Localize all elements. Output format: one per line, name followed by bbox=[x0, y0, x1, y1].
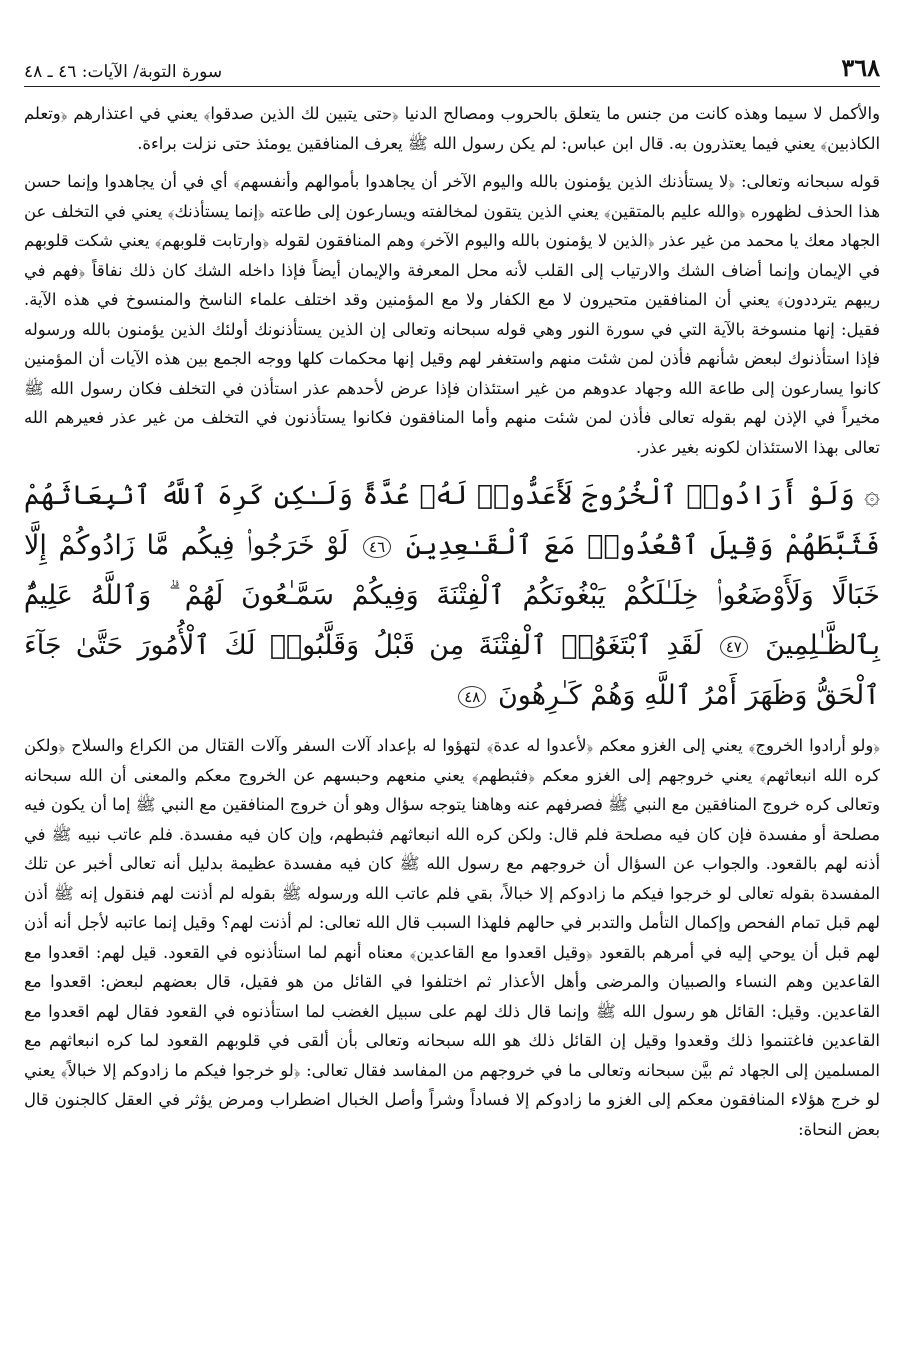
commentary-paragraph-2: قوله سبحانه وتعالى: ﴿لا يستأذنك الذين يؤمنون بالله واليوم الآخر أن يجاهدوا بأموالهم وأنفسهم﴾ أي في أن يجاهدوا وإنما حسن هذا الحذف لظهوره ﴿والله عليم بالمتقين﴾ يعني الذين يتقون لمخالفته ويسارعون إلى طاعته ﴿إنما يستأذنك﴾ يعني في التخلف عن الجهاد معك يا محمد من غير عذر ﴿الذين لا يؤمنون بالله واليوم الآخر﴾ وهم المنافقون لقوله ﴿وارتابت قلوبهم﴾ يعني شكت قلوبهم في الإيمان وإنما أضاف الشك والارتياب إلى القلب لأنه محل المعرفة والإيمان أيضاً فإذا داخله الشك كان ذلك نفاقاً ﴿فهم في ريبهم يترددون﴾ يعني أن المنافقين متحيرون لا مع الكفار ولا مع المؤمنين وقد اختلف علماء الناسخ والمنسوخ في هذه الآية. فقيل: إنها منسوخة بالآية التي في سورة النور وهي قوله سبحانه وتعالى إن الذين يستأذنونك أولئك الذين يؤمنون بالله ورسوله فإذا استأذنوك لبعض شأنهم فأذن لمن شئت منهم واستغفر لهم وقيل إنها محكمات كلها ووجه الجمع بين هذه الآيات أن المؤمنين كانوا يسارعون إلى طاعة الله وجهاد عدوهم من غير استئذان فإذا عرض لأحدهم عذر استأذن في التخلف فكان رسول الله ﷺ مخيراً في الإذن لهم بقوله تعالى فأذن لمن شئت منهم وأما المنافقون فكانوا يستأذنون في التخلف من غير عذر فعيرهم الله تعالى بهذا الاستئذان لكونه بغير عذر. bbox=[24, 172, 880, 457]
commentary-paragraph-1: والأكمل لا سيما وهذه كانت من جنس ما يتعلق بالحروب ومصالح الدنيا ﴿حتى يتبين لك الذين صدقوا﴾ يعني في اعتذارهم ﴿وتعلم الكاذبين﴾ يعني فيما يعتذرون به. قال ابن عباس: لم يكن رسول الله ﷺ يعرف المنافقين يومئذ حتى نزلت براءة. bbox=[24, 104, 880, 153]
page-header bbox=[24, 50, 880, 87]
verse-47-text: لَوْ خَرَجُوا۟ فِيكُم مَّا زَادُوكُمْ إِلَّا خَبَالًا وَلَأَوْضَعُوا۟ خِلَـٰلَكُمْ يَبْغُونَكُمُ ٱلْفِتْنَةَ وَفِيكُمْ سَمَّـٰعُونَ لَهُمْ ۗ وَٱللَّهُ عَلِيمٌۢ بِٱلظَّـٰلِمِينَ bbox=[24, 530, 880, 661]
page-body bbox=[24, 99, 880, 1144]
page-number: ٣٦٨ bbox=[841, 53, 880, 82]
book-page bbox=[24, 50, 880, 1360]
running-title: سورة التوبة/ الآيات: ٤٦ ـ ٤٨ bbox=[24, 62, 223, 82]
quran-verses-block bbox=[24, 471, 880, 721]
hizb-ornament-icon: ۞ bbox=[864, 480, 880, 511]
verse-number-47: ٤٧ bbox=[720, 636, 748, 658]
verse-46-text: وَلَوْ أَرَادُوا۟ ٱلْخُرُوجَ لَأَعَدُّوا۟ لَهُۥ عُدَّةً وَلَـٰكِن كَرِهَ ٱللَّهُ ٱنۢبِعَاثَهُمْ فَثَبَّطَهُمْ وَقِيلَ ٱقْعُدُوا۟ مَعَ ٱلْقَـٰعِدِينَ bbox=[24, 480, 881, 561]
verse-48-text: لَقَدِ ٱبْتَغَوُا۟ ٱلْفِتْنَةَ مِن قَبْلُ وَقَلَّبُوا۟ لَكَ ٱلْأُمُورَ حَتَّىٰ جَآءَ ٱلْحَقُّ وَظَهَرَ أَمْرُ ٱللَّهِ وَهُمْ كَـٰرِهُونَ bbox=[24, 630, 880, 711]
verse-number-48: ٤٨ bbox=[458, 686, 486, 708]
commentary-paragraph-3: ﴿ولو أرادوا الخروج﴾ يعني إلى الغزو معكم ﴿لأعدوا له عدة﴾ لتهؤوا له بإعداد آلات السفر وآلات القتال من الكراع والسلاح ﴿ولكن كره الله انبعاثهم﴾ يعني خروجهم إلى الغزو معكم ﴿فثبطهم﴾ يعني منعهم وحبسهم عن الخروج معكم والمعنى أن الله سبحانه وتعالى كره خروج المنافقين مع النبي ﷺ فصرفهم عنه وهاهنا يتوجه سؤال وهو أن خروج المنافقين مع النبي ﷺ إما أن يكون فيه مصلحة أو مفسدة فإن كان فيه مصلحة فلم قال: ولكن كره الله انبعاثهم فثبطهم، وإن كان فيه مفسدة. فلم عاتب نبيه ﷺ في أذنه لهم بالقعود. والجواب عن السؤال أن خروجهم مع رسول الله ﷺ كان فيه مفسدة عظيمة بدليل أنه تعالى أخبر عن تلك المفسدة بقوله تعالى لو خرجوا فيكم ما زادوكم إلا خبالاً، بقي فلم عاتب الله ورسوله ﷺ بقوله لم أذنت لهم فنقول إنه ﷺ أذن لهم قبل تمام الفحص وإكمال التأمل والتدبر في حالهم فلهذا السبب قال الله تعالى: لم أذنت لهم؟ وقيل إنما عاتبه لأجل أنه أذن لهم قبل أن يوحي إليه في أمرهم بالقعود ﴿وقيل اقعدوا مع القاعدين﴾ معناه أنهم لما استأذنوه في القعود. قيل لهم: اقعدوا مع القاعدين وهم النساء والصبيان والمرضى وأهل الأعذار ثم اختلفوا في القائل من هو فقيل، قال بعضهم لبعض: اقعدوا مع القاعدين. وقيل: القائل هو رسول الله ﷺ وإنما قال ذلك لهم على سبيل الغضب لما استأذنوه في القعود فقال لهم اقعدوا مع القاعدين فاغتنموا ذلك وقعدوا وقيل إن القائل ذلك هو الله سبحانه وتعالى بأن ألقى في قلوبهم القعود لما كره انبعاثهم مع المسلمين إلى الجهاد ثم بيَّن سبحانه وتعالى ما في خروجهم من المفاسد فقال تعالى: ﴿لو خرجوا فيكم ما زادوكم إلا خبالاً﴾ يعني لو خرج هؤلاء المنافقون معكم إلى الغزو ما زادوكم إلا فساداً وشراً وأصل الخبال اضطراب ومرض يؤثر في العقل كالجنون قال بعض النحاة: bbox=[24, 736, 880, 1139]
verse-number-46: ٤٦ bbox=[363, 536, 391, 558]
